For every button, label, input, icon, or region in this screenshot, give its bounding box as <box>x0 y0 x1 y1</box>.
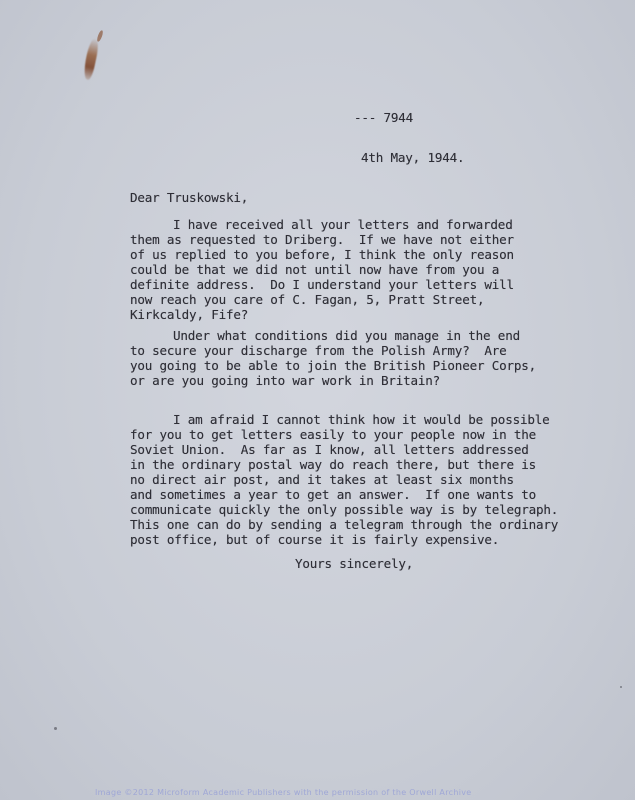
rust-stain <box>82 37 101 80</box>
reference-number: --- 7944 <box>354 110 414 125</box>
letter-date: 4th May, 1944. <box>361 150 465 165</box>
body-line: definite address. Do I understand your letters will <box>130 277 514 292</box>
body-line: post office, but of course it is fairly expensive. <box>130 532 500 547</box>
body-line: communicate quickly the only possible way is by telegraph. <box>130 502 559 517</box>
closing: Yours sincerely, <box>295 556 414 571</box>
body-line: now reach you care of C. Fagan, 5, Pratt Street, <box>130 292 485 307</box>
rust-stain-small <box>96 30 104 43</box>
copyright-footer: Image ©2012 Microform Academic Publishers with the permission of the Orwell Archive <box>95 788 472 797</box>
body-line: and sometimes a year to get an answer. If one wants to <box>130 487 537 502</box>
body-line: to secure your discharge from the Polish Army? Are <box>130 343 507 358</box>
body-line: I have received all your letters and forwarded <box>173 217 513 232</box>
body-line: you going to be able to join the British Pioneer Corps, <box>130 358 537 373</box>
paper-speck <box>620 686 622 688</box>
body-line: I am afraid I cannot think how it would be possible <box>173 412 550 427</box>
body-line: could be that we did not until now have from you a <box>130 262 500 277</box>
body-line: of us replied to you before, I think the only reason <box>130 247 514 262</box>
body-line: Soviet Union. As far as I know, all letters addressed <box>130 442 529 457</box>
body-line: for you to get letters easily to your people now in the <box>130 427 537 442</box>
body-line: them as requested to Driberg. If we have not either <box>130 232 514 247</box>
paper-speck <box>54 727 57 730</box>
body-line: or are you going into war work in Britain? <box>130 373 441 388</box>
body-line: This one can do by sending a telegram through the ordinary <box>130 517 559 532</box>
body-line: no direct air post, and it takes at least six months <box>130 472 514 487</box>
body-line: in the ordinary postal way do reach there, but there is <box>130 457 537 472</box>
salutation: Dear Truskowski, <box>130 190 249 205</box>
body-line: Under what conditions did you manage in the end <box>173 328 520 343</box>
body-line: Kirkcaldy, Fife? <box>130 307 249 322</box>
